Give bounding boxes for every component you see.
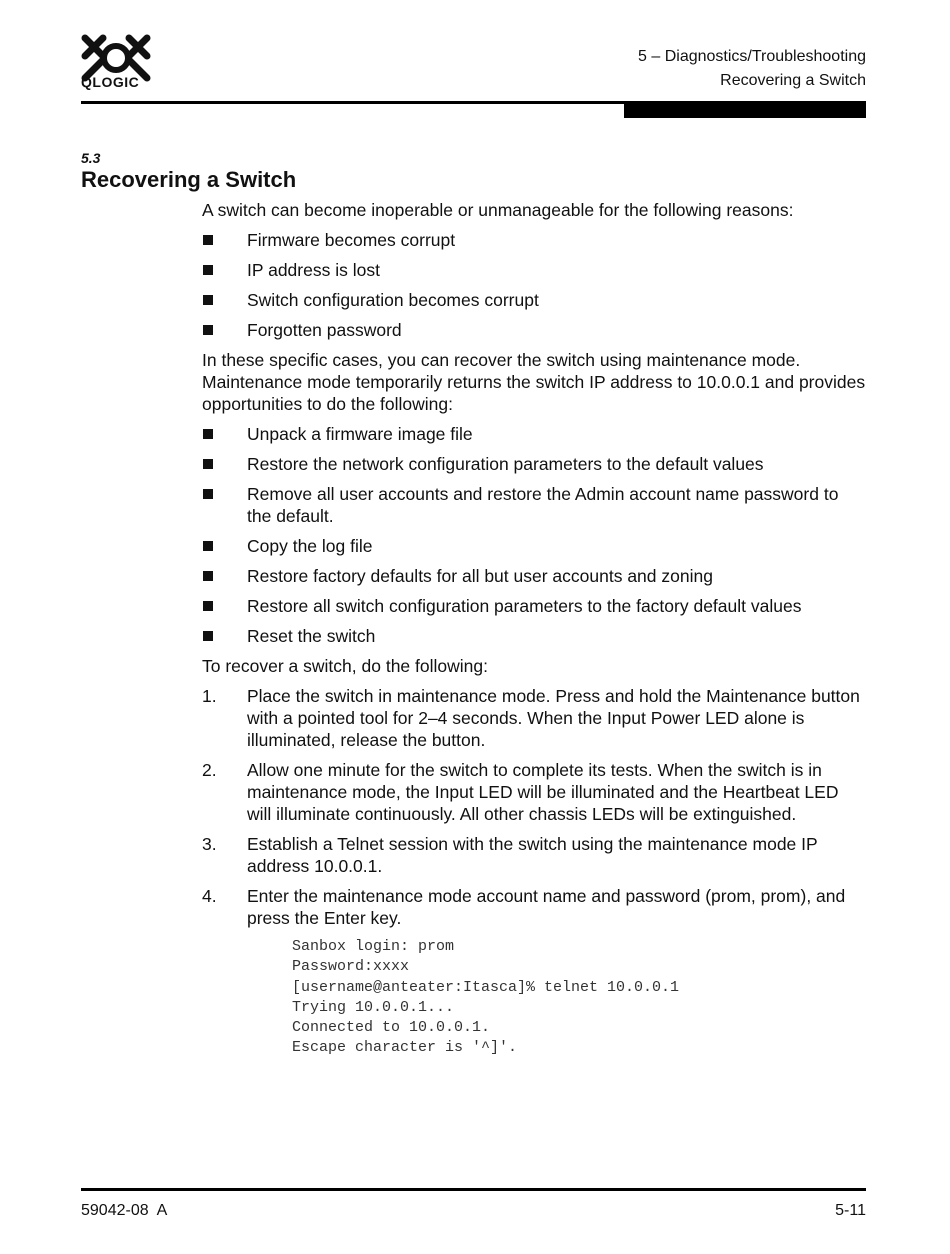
body-content — [202, 199, 867, 1059]
header-tab-bar — [624, 101, 866, 118]
square-bullet-icon — [203, 541, 213, 551]
step-text: Place the switch in maintenance mode. Press and hold the Maintenance button with a pointed tool for 2–4 seconds. When the Input Power LED alone is illuminated, release the button. — [247, 686, 860, 750]
square-bullet-icon — [203, 601, 213, 611]
running-header — [638, 45, 866, 93]
code-block — [292, 937, 867, 1059]
list-item: Restore factory defaults for all but user accounts and zoning — [202, 565, 867, 587]
reasons-list — [202, 229, 867, 341]
code-line: Connected to 10.0.0.1. — [292, 1019, 491, 1037]
list-item: Unpack a firmware image file — [202, 423, 867, 445]
list-item: Remove all user accounts and restore the Admin account name password to the default. — [202, 483, 867, 527]
code-line: Password:xxxx — [292, 958, 410, 976]
step-item — [202, 759, 867, 825]
square-bullet-icon — [203, 459, 213, 469]
code-line: Trying 10.0.0.1... — [292, 998, 455, 1016]
list-item: Firmware becomes corrupt — [202, 229, 867, 251]
step-number: 4. — [202, 886, 217, 906]
list-item: Restore all switch configuration parameters to the factory default values — [202, 595, 867, 617]
list-item: Switch configuration becomes corrupt — [202, 289, 867, 311]
options-list — [202, 423, 867, 647]
step-number: 2. — [202, 760, 217, 780]
logo-wordmark: QLOGIC — [81, 74, 140, 90]
code-line: [username@anteater:Itasca]% telnet 10.0.0.1 — [292, 978, 680, 996]
step-text: Enter the maintenance mode account name and password (prom, prom), and press the Enter key. — [247, 886, 846, 928]
code-line: Escape character is '^]'. — [292, 1039, 518, 1057]
step-item — [202, 885, 867, 929]
section-title: Recovering a Switch — [81, 167, 297, 192]
list-item: IP address is lost — [202, 259, 867, 281]
section-number: 5.3 — [81, 150, 101, 166]
square-bullet-icon — [203, 489, 213, 499]
square-bullet-icon — [203, 265, 213, 275]
list-item: Reset the switch — [202, 625, 867, 647]
list-item: Forgotten password — [202, 319, 867, 341]
maintenance-paragraph: In these specific cases, you can recover the switch using maintenance mode. Maintenance mode temporarily returns the switch IP address to 10.0.0.1 and provides opportunities to do the following: — [202, 350, 866, 414]
step-item — [202, 685, 867, 751]
intro-paragraph: A switch can become inoperable or unmanageable for the following reasons: — [202, 200, 794, 220]
steps-list — [202, 685, 867, 929]
square-bullet-icon — [203, 571, 213, 581]
square-bullet-icon — [203, 429, 213, 439]
page-number: 5-11 — [835, 1202, 866, 1219]
step-item — [202, 833, 867, 877]
step-text: Establish a Telnet session with the switch using the maintenance mode IP address 10.0.0.1. — [247, 834, 818, 876]
list-item: Copy the log file — [202, 535, 867, 557]
document-number: 59042-08 A — [81, 1202, 168, 1219]
step-number: 1. — [202, 686, 217, 706]
header-chapter: 5 – Diagnostics/Troubleshooting — [638, 48, 866, 65]
header-section: Recovering a Switch — [720, 72, 866, 89]
square-bullet-icon — [203, 325, 213, 335]
square-bullet-icon — [203, 631, 213, 641]
footer-rule — [81, 1188, 866, 1191]
square-bullet-icon — [203, 295, 213, 305]
step-number: 3. — [202, 834, 217, 854]
steps-intro: To recover a switch, do the following: — [202, 656, 488, 676]
square-bullet-icon — [203, 235, 213, 245]
step-text: Allow one minute for the switch to complete its tests. When the switch is in maintenance mode, the Input LED will be illuminated and the Heartbeat LED will illuminate continuously. All other chassis LEDs will be extinguished. — [247, 760, 839, 824]
code-line: Sanbox login: prom — [292, 938, 455, 955]
list-item: Restore the network configuration parameters to the default values — [202, 453, 867, 475]
